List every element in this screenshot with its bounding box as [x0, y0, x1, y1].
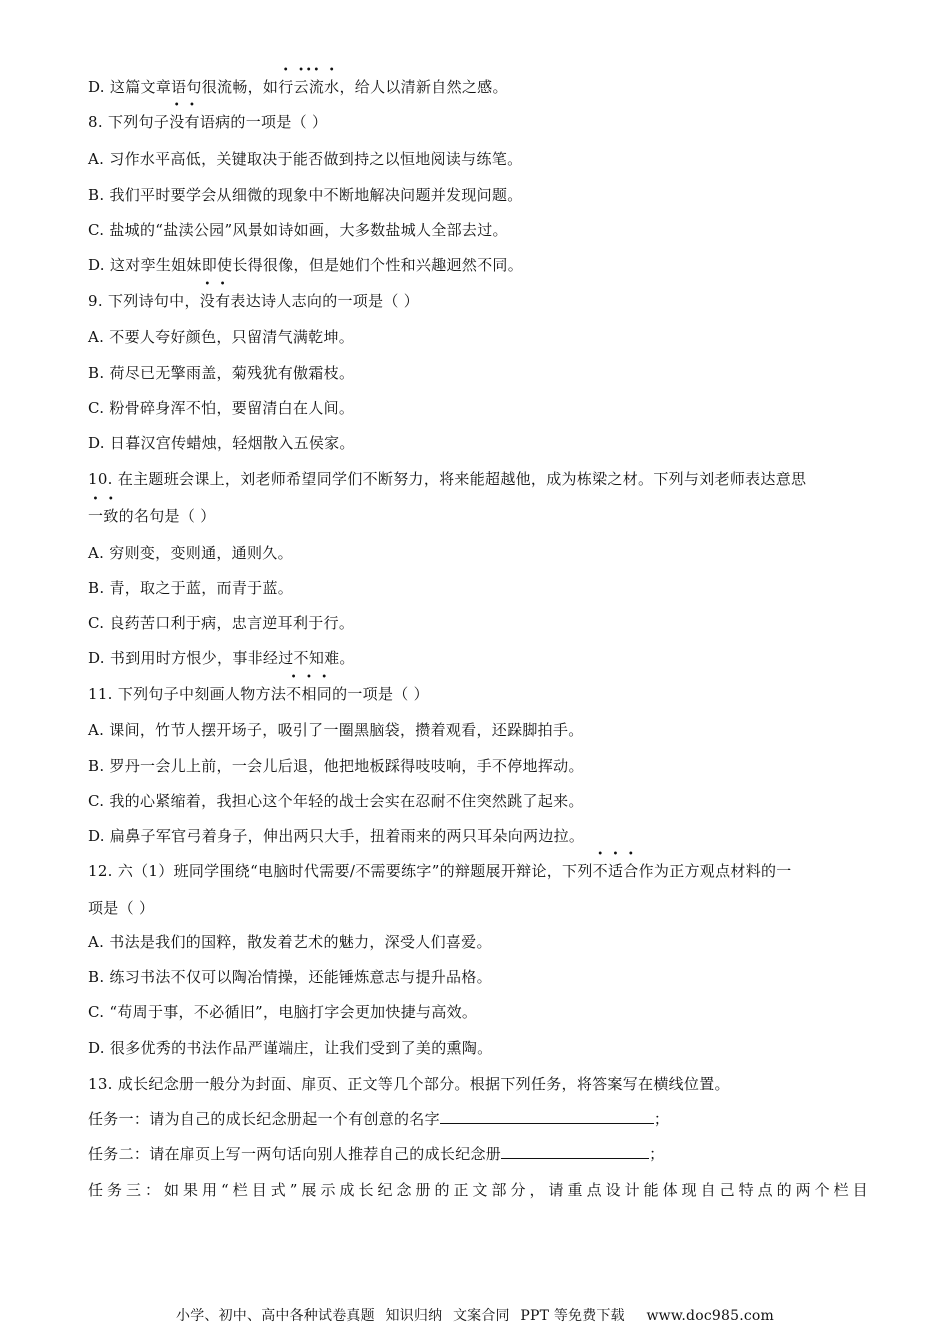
q8-option-c: C. 盐城的“盐渎公园”风景如诗如画，大多数盐城人全部去过。: [88, 221, 508, 239]
q8-stem: 8. 下列句子没有语病的一项是（ ）: [88, 113, 328, 131]
q12-option-c: C. “苟周于事，不必循旧”，电脑打字会更加快捷与高效。: [88, 1003, 478, 1021]
q12-option-a: A. 书法是我们的国粹，散发着艺术的魅力，深受人们喜爱。: [88, 933, 492, 951]
q12-option-b: B. 练习书法不仅可以陶冶情操，还能锤炼意志与提升品格。: [88, 968, 492, 986]
answer-blank[interactable]: [440, 1108, 654, 1124]
q11-stem: 11. 下列句子中刻画人物方法不相同的一项是（ ）: [88, 685, 429, 703]
q10-option-c: C. 良药苦口利于病，忠言逆耳利于行。: [88, 614, 355, 632]
q10-stem-line1: 10. 在主题班会课上，刘老师希望同学们不断努力，将来能超越他，成为栋梁之材。下列与刘老师表达意思: [88, 470, 807, 488]
q13-task2: 任务二：请在扉页上写一两句话向别人推荐自己的成长纪念册 ；: [88, 1145, 665, 1163]
q8-option-a: A. 习作水平高低，关键取决于能否做到持之以恒地阅读与练笔。: [88, 150, 523, 168]
footer-text: PPT 等免费下载: [520, 1308, 625, 1324]
emphasis-text: 没有: [199, 292, 231, 310]
q13-task1: 任务一：请为自己的成长纪念册起一个有创意的名字 ；: [88, 1110, 670, 1128]
q12-option-d: D. 很多优秀的书法作品严谨端庄，让我们受到了美的熏陶。: [88, 1039, 493, 1057]
q13-stem: 13. 成长纪念册一般分为封面、扉页、正文等几个部分。根据下列任务，将答案写在横线位置。: [88, 1075, 730, 1093]
q10-stem-line2: 一致的名句是（ ）: [88, 507, 216, 525]
footer-link[interactable]: www.doc985.com: [646, 1308, 774, 1324]
emphasis-text: 没有: [169, 113, 200, 131]
q11-option-d: D. 扁鼻子军官弓着身子，伸出两只大手，扭着雨来的两只耳朵向两边拉。: [88, 827, 585, 845]
q9-option-c: C. 粉骨碎身浑不怕，要留清白在人间。: [88, 399, 355, 417]
q9-stem: 9. 下列诗句中，没有表达诗人志向的一项是（ ）: [88, 292, 420, 310]
q9-option-a: A. 不要人夸好颜色，只留清气满乾坤。: [88, 328, 355, 346]
q12-stem-line1: 12. 六（1）班同学围绕“电脑时代需要/不需要练字”的辩题展开辩论，下列不适合作为正方观点材料的一: [88, 862, 792, 880]
q8-option-d: D. 这对孪生姐妹即使长得很像，但是她们个性和兴趣迥然不同。: [88, 256, 524, 274]
page-footer: [0, 1305, 950, 1325]
footer-text: 知识归纳: [385, 1308, 443, 1324]
q13-task3: 任务三：如果用“栏目式”展示成长纪念册的正文部分，请重点设计能体现自己特点的两个栏目: [88, 1181, 868, 1199]
q10-option-b: B. 青，取之于蓝，而青于蓝。: [88, 579, 294, 597]
q11-option-b: B. 罗丹一会儿上前，一会儿后退，他把地板踩得吱吱响，手不停地挥动。: [88, 757, 584, 775]
q9-option-b: B. 荷尽已无擎雨盖，菊残犹有傲霜枝。: [88, 364, 355, 382]
q10-option-a: A. 穷则变，变则通，通则久。: [88, 544, 293, 562]
emphasis-text: 行云流水: [278, 78, 340, 96]
emphasis-text: 不适合: [592, 862, 639, 880]
emphasis-text: 不相同: [286, 685, 333, 703]
footer-text: 小学、初中、高中各种试卷真题: [176, 1308, 375, 1324]
q10-option-d: D. 书到用时方恨少，事非经过不知难。: [88, 649, 355, 667]
answer-blank[interactable]: [501, 1143, 649, 1159]
q7-option-d: D. 这篇文章语句很流畅，如行云流水，给人以清新自然之感。: [88, 78, 508, 96]
q11-option-a: A. 课间，竹节人摆开场子，吸引了一圈黑脑袋，攒着观看，还跺脚拍手。: [88, 721, 584, 739]
q8-option-b: B. 我们平时要学会从细微的现象中不断地解决问题并发现问题。: [88, 186, 523, 204]
q12-stem-line2: 项是（ ）: [88, 899, 155, 917]
q11-option-c: C. 我的心紧缩着，我担心这个年轻的战士会实在忍耐不住突然跳了起来。: [88, 792, 584, 810]
emphasis-text: 一致: [88, 507, 119, 525]
q9-option-d: D. 日暮汉宫传蜡烛，轻烟散入五侯家。: [88, 434, 355, 452]
footer-text: 文案合同: [452, 1308, 510, 1324]
